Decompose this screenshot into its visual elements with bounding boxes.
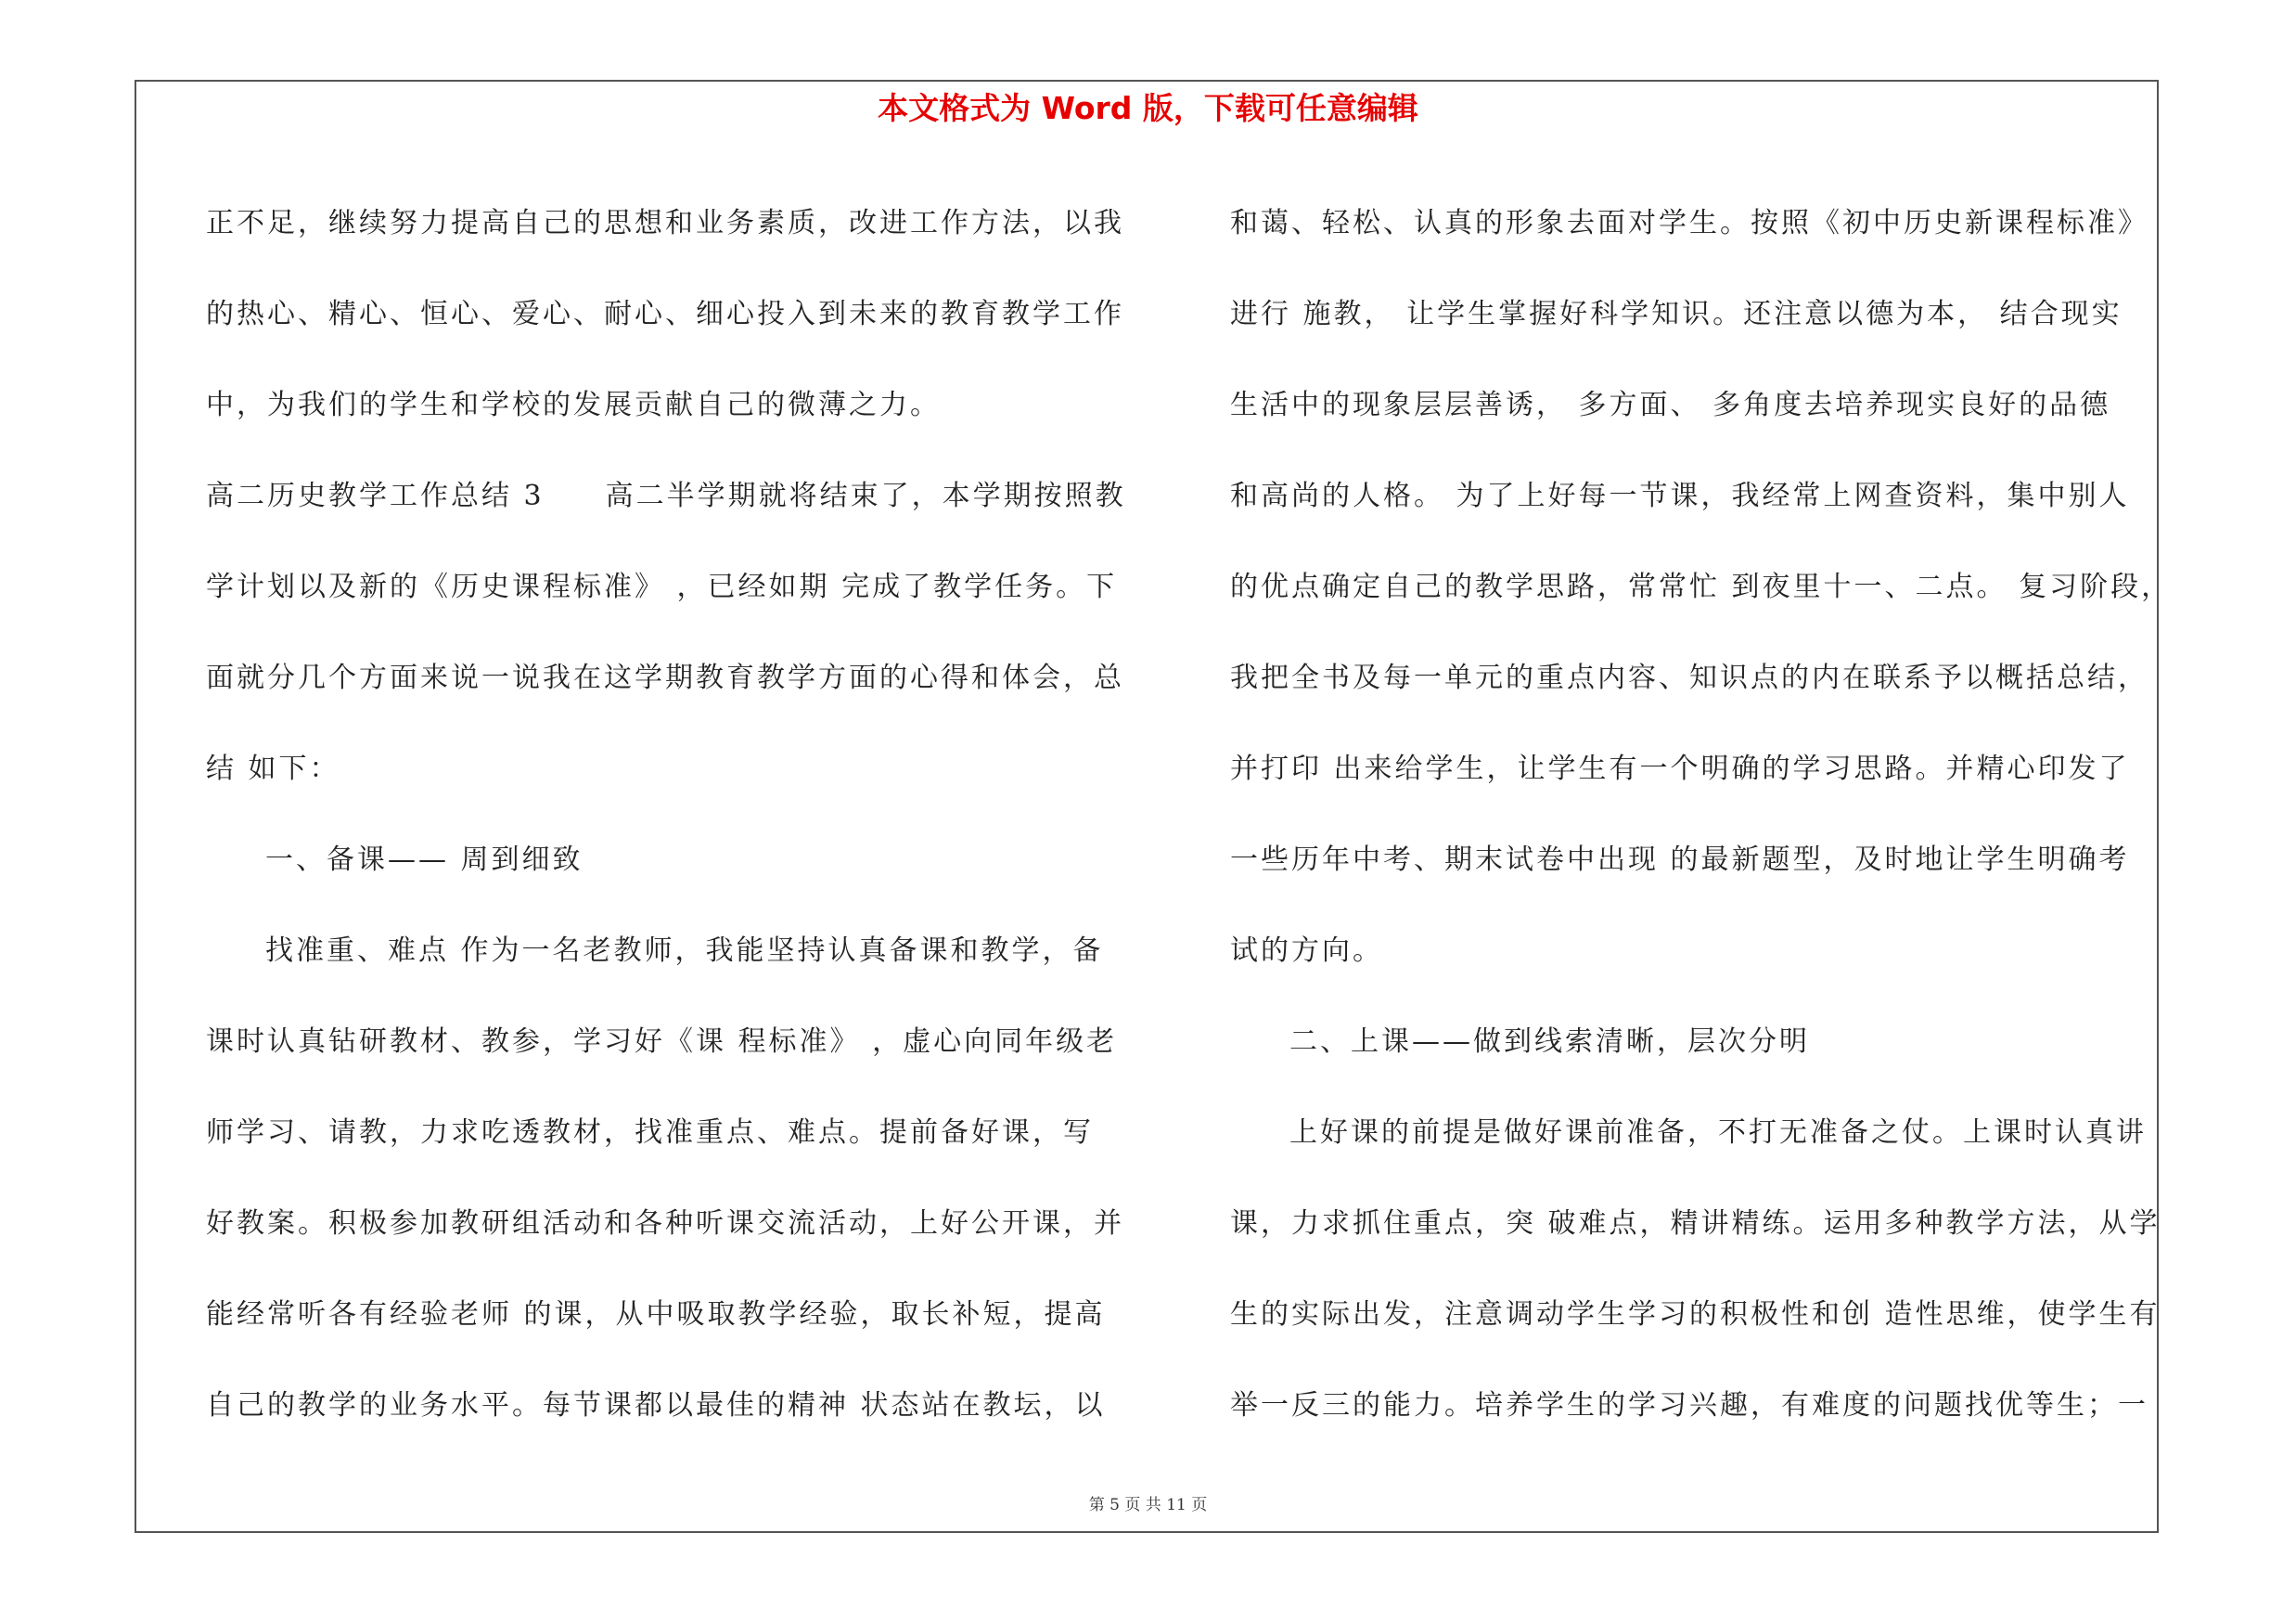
text-line: 师学习、请教，力求吃透教材，找准重点、难点。提前备好课，写	[206, 1116, 1094, 1149]
text-line: 能经常听各有经验老师 的课，从中吸取教学经验，取长补短，提高	[206, 1298, 1106, 1331]
page-number-footer: 第 5 页 共 11 页	[1088, 1496, 1208, 1514]
text-line: 一些历年中考、期末试卷中出现 的最新题型，及时地让学生明确考	[1230, 844, 2130, 876]
text-line: 的优点确定自己的教学思路，常常忙 到夜里十一、二点。 复习阶段，	[1230, 571, 2173, 603]
right-text-column	[1230, 178, 2173, 1451]
text-line: 的热心、精心、恒心、爱心、耐心、细心投入到未来的教育教学工作	[206, 298, 1124, 330]
text-line: 和高尚的人格。 为了上好每一节课，我经常上网查资料，集中别人	[1230, 480, 2130, 512]
text-line: 课时认真钻研教材、教参，学习好《课 程标准》 ，虚心向同年级老	[206, 1025, 1118, 1058]
text-line: 正不足，继续努力提高自己的思想和业务素质，改进工作方法，以我	[206, 207, 1124, 239]
text-line: 生的实际出发，注意调动学生学习的积极性和创 造性思维，使学生有	[1230, 1298, 2161, 1331]
text-line: 和蔼、轻松、认真的形象去面对学生。按照《初中历史新课程标准》	[1230, 207, 2148, 239]
heading-lecture: 二、上课——做到线索清晰，层次分明	[1289, 1025, 1810, 1058]
text-line: 课，力求抓住重点，突 破难点，精讲精练。运用多种教学方法，从学	[1230, 1207, 2161, 1240]
text-line: 结 如下：	[206, 753, 340, 785]
text-line: 好教案。积极参加教研组活动和各种听课交流活动，上好公开课，并	[206, 1207, 1124, 1240]
text-line: 上好课的前提是做好课前准备，不打无准备之仗。上课时认真讲	[1289, 1116, 2147, 1149]
text-line: 面就分几个方面来说一说我在这学期教育教学方面的心得和体会，总	[206, 662, 1124, 694]
heading-prep: 一、备课—— 周到细致	[265, 844, 584, 876]
text-line: 找准重、难点 作为一名老教师，我能坚持认真备课和教学，备	[265, 934, 1104, 967]
text-line: 学计划以及新的《历史课程标准》 ，已经如期 完成了教学任务。下	[206, 571, 1118, 603]
left-text-column	[206, 178, 1134, 1451]
text-line: 我把全书及每一单元的重点内容、知识点的内在联系予以概括总结，	[1230, 662, 2148, 694]
text-line: 中，为我们的学生和学校的发展贡献自己的微薄之力。	[206, 389, 941, 421]
text-line: 举一反三的能力。培养学生的学习兴趣，有难度的问题找优等生；一	[1230, 1389, 2148, 1422]
text-line: 进行 施教， 让学生掌握好科学知识。还注意以德为本， 结合现实	[1230, 298, 2123, 330]
text-line: 自己的教学的业务水平。每节课都以最佳的精神 状态站在教坛，以	[206, 1389, 1106, 1422]
section-title-line: 高二历史教学工作总结 3 高二半学期就将结束了，本学期按照教	[206, 480, 1126, 512]
text-line: 生活中的现象层层善诱， 多方面、 多角度去培养现实良好的品德	[1230, 389, 2111, 421]
word-format-banner: 本文格式为 Word 版，下载可任意编辑	[878, 90, 1418, 126]
text-line: 并打印 出来给学生，让学生有一个明确的学习思路。并精心印发了	[1230, 753, 2130, 785]
text-line: 试的方向。	[1230, 934, 1383, 967]
